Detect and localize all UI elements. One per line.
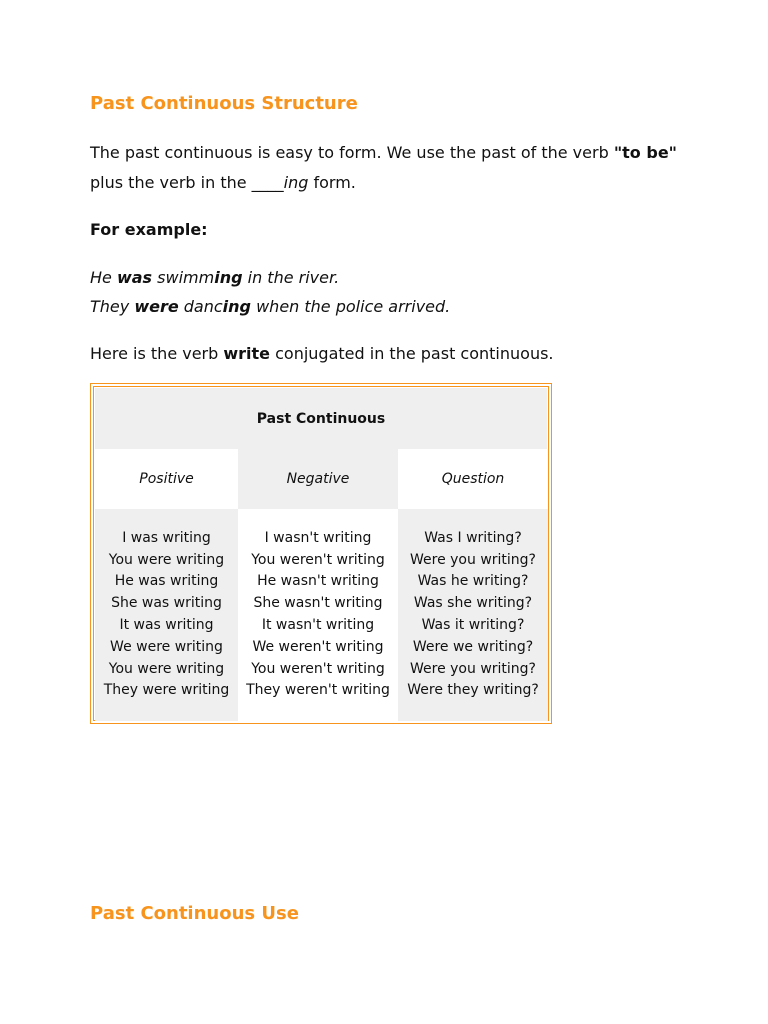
- table-cell: Was he writing?: [417, 573, 529, 590]
- table-cell: You weren't writing: [251, 660, 385, 677]
- table-cell: He was writing: [114, 573, 219, 590]
- ex1-a: He: [90, 268, 117, 287]
- table-cell: Was it writing?: [421, 617, 525, 633]
- example-sentence-1: [90, 263, 690, 293]
- table-cell: She was writing: [111, 595, 222, 612]
- table-cell: I wasn't writing: [264, 529, 372, 546]
- ex2-a: They: [90, 297, 135, 316]
- section-heading-structure: Past Continuous Structure: [90, 93, 358, 114]
- conj-verb: write: [223, 344, 271, 363]
- ex1-c: swimm: [152, 268, 215, 287]
- ex2-b: were: [134, 297, 179, 316]
- table-title: Past Continuous: [95, 388, 547, 449]
- table-cell: I was writing: [122, 529, 211, 546]
- ex1-b: was: [116, 268, 153, 287]
- intro-to-be: "to be": [613, 143, 677, 162]
- table-cell: Was she writing?: [413, 595, 533, 612]
- intro-text-2: plus the verb in the ____: [90, 173, 284, 192]
- table-cell: They weren't writing: [246, 682, 390, 699]
- table-cell: You were writing: [108, 660, 225, 677]
- table-cell: Were they writing?: [407, 682, 539, 699]
- table-cell: Were you writing?: [410, 660, 536, 677]
- table-cell: Were we writing?: [412, 638, 534, 655]
- intro-paragraph: [90, 138, 690, 198]
- column-header-negative: Negative: [238, 449, 398, 509]
- intro-text-3: form.: [308, 173, 356, 192]
- table-cell: Were you writing?: [410, 551, 536, 568]
- column-negative-cell: [238, 509, 398, 721]
- for-example-label: [90, 215, 690, 245]
- table-cell: She wasn't writing: [253, 595, 383, 612]
- intro-text-1: The past continuous is easy to form. We use the past of the verb: [90, 143, 614, 162]
- table-cell: Was I writing?: [424, 529, 522, 546]
- intro-ing: ing: [283, 173, 309, 192]
- table-cell: It was writing: [119, 617, 214, 633]
- table-cell: He wasn't writing: [257, 573, 379, 590]
- ex1-d: ing: [214, 268, 243, 287]
- table-cell: You were writing: [108, 551, 225, 568]
- conjugation-intro: [90, 339, 690, 369]
- column-positive-cell: [95, 509, 238, 721]
- conj-text-2: conjugated in the past continuous.: [270, 344, 554, 363]
- column-header-positive: Positive: [95, 449, 238, 509]
- table-cell: They were writing: [103, 682, 230, 699]
- example-sentence-2: [90, 292, 690, 322]
- table-cell: It wasn't writing: [261, 617, 375, 633]
- conjugation-table: [90, 383, 552, 724]
- conj-text-1: Here is the verb: [90, 344, 224, 363]
- table-cell: We were writing: [110, 638, 223, 655]
- ex2-e: when the police arrived.: [251, 297, 451, 316]
- table-cell: You weren't writing: [251, 551, 385, 568]
- table-cell: We weren't writing: [252, 638, 384, 655]
- column-header-question: Question: [398, 449, 548, 509]
- column-question-cell: [398, 509, 548, 721]
- conjugation-table-inner: [93, 386, 549, 721]
- for-example-text: For example:: [90, 220, 208, 239]
- section-heading-use: Past Continuous Use: [90, 903, 299, 924]
- ex1-e: in the river.: [242, 268, 340, 287]
- ex2-d: ing: [222, 297, 251, 316]
- ex2-c: danc: [178, 297, 223, 316]
